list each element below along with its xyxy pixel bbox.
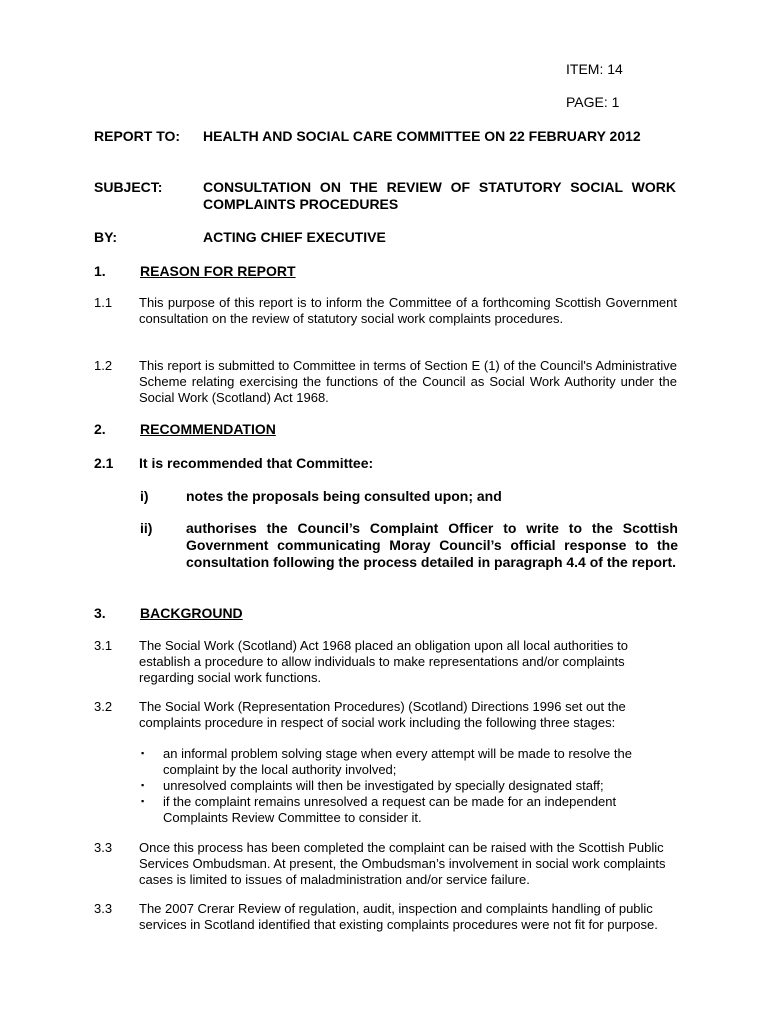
bullet-marker: ▪	[141, 780, 145, 790]
bullet-item: an informal problem solving stage when every attempt will be made to resolve the complaint by the local authority involved;	[163, 746, 632, 777]
para-2-1-number: 2.1	[94, 455, 114, 471]
para-3-4-number: 3.3	[94, 901, 113, 916]
para-3-2-number: 3.2	[94, 699, 113, 714]
para-3-3-text: Once this process has been completed the complaint can be raised with the Scottish Public Services Ombudsman. At present, the Ombudsman’s involvement in social work complaints cases is limited to issues of maladministration and/or service failure.	[139, 840, 666, 887]
item-number: ITEM: 14	[566, 61, 623, 77]
recommendation-i-number: i)	[140, 488, 149, 504]
para-1-1-text: This purpose of this report is to inform the Committee of a forthcoming Scottish Government consultation on the review of statutory social work complaints procedures.	[139, 295, 677, 326]
by-value: ACTING CHIEF EXECUTIVE	[203, 229, 386, 245]
para-3-1-text: The Social Work (Scotland) Act 1968 placed an obligation upon all local authorities to establish a procedure to allow individuals to make representations and/or complaints regarding social work functions.	[139, 638, 628, 685]
para-3-3-number: 3.3	[94, 840, 113, 855]
section-2-title: RECOMMENDATION	[140, 421, 276, 437]
section-1-number: 1.	[94, 263, 106, 279]
section-2-number: 2.	[94, 421, 106, 437]
recommendation-ii-number: ii)	[140, 520, 153, 536]
para-3-1-number: 3.1	[94, 638, 113, 653]
section-1-title: REASON FOR REPORT	[140, 263, 296, 279]
bullet-item: unresolved complaints will then be investigated by specially designated staff;	[163, 778, 604, 793]
para-1-1-number: 1.1	[94, 295, 113, 310]
bullet-marker: ▪	[141, 796, 145, 806]
section-3-title: BACKGROUND	[140, 605, 243, 621]
report-to-label: REPORT TO:	[94, 128, 181, 144]
page-number: PAGE: 1	[566, 94, 620, 110]
recommendation-i-text: notes the proposals being consulted upon; and	[186, 488, 502, 504]
para-1-2-text: This report is submitted to Committee in terms of Section E (1) of the Council's Administrative Scheme relating exercising the functions of the Council as Social Work Authority under the Social Work (Scotland) Act 1968.	[139, 358, 677, 405]
by-label: BY:	[94, 229, 118, 245]
section-3-number: 3.	[94, 605, 106, 621]
subject-value: CONSULTATION ON THE REVIEW OF STATUTORY SOCIAL WORK COMPLAINTS PROCEDURES	[203, 179, 676, 212]
para-1-2-number: 1.2	[94, 358, 113, 373]
para-3-4-text: The 2007 Crerar Review of regulation, audit, inspection and complaints handling of public services in Scotland identified that existing complaints procedures were not fit for purpose.	[139, 901, 658, 932]
subject-label: SUBJECT:	[94, 179, 163, 195]
para-3-2-text: The Social Work (Representation Procedures) (Scotland) Directions 1996 set out the complaints procedure in respect of social work including the following three stages:	[139, 699, 626, 730]
para-2-1-text: It is recommended that Committee:	[139, 455, 374, 471]
bullet-marker: ▪	[141, 748, 145, 758]
recommendation-ii-text: authorises the Council’s Complaint Officer to write to the Scottish Government communicating Moray Council’s official response to the consultation following the process detailed in paragraph 4.4 of the report.	[186, 520, 678, 570]
report-to-value: HEALTH AND SOCIAL CARE COMMITTEE ON 22 FEBRUARY 2012	[203, 128, 641, 144]
bullet-item: if the complaint remains unresolved a request can be made for an independent Complaints Review Committee to consider it.	[163, 794, 617, 825]
